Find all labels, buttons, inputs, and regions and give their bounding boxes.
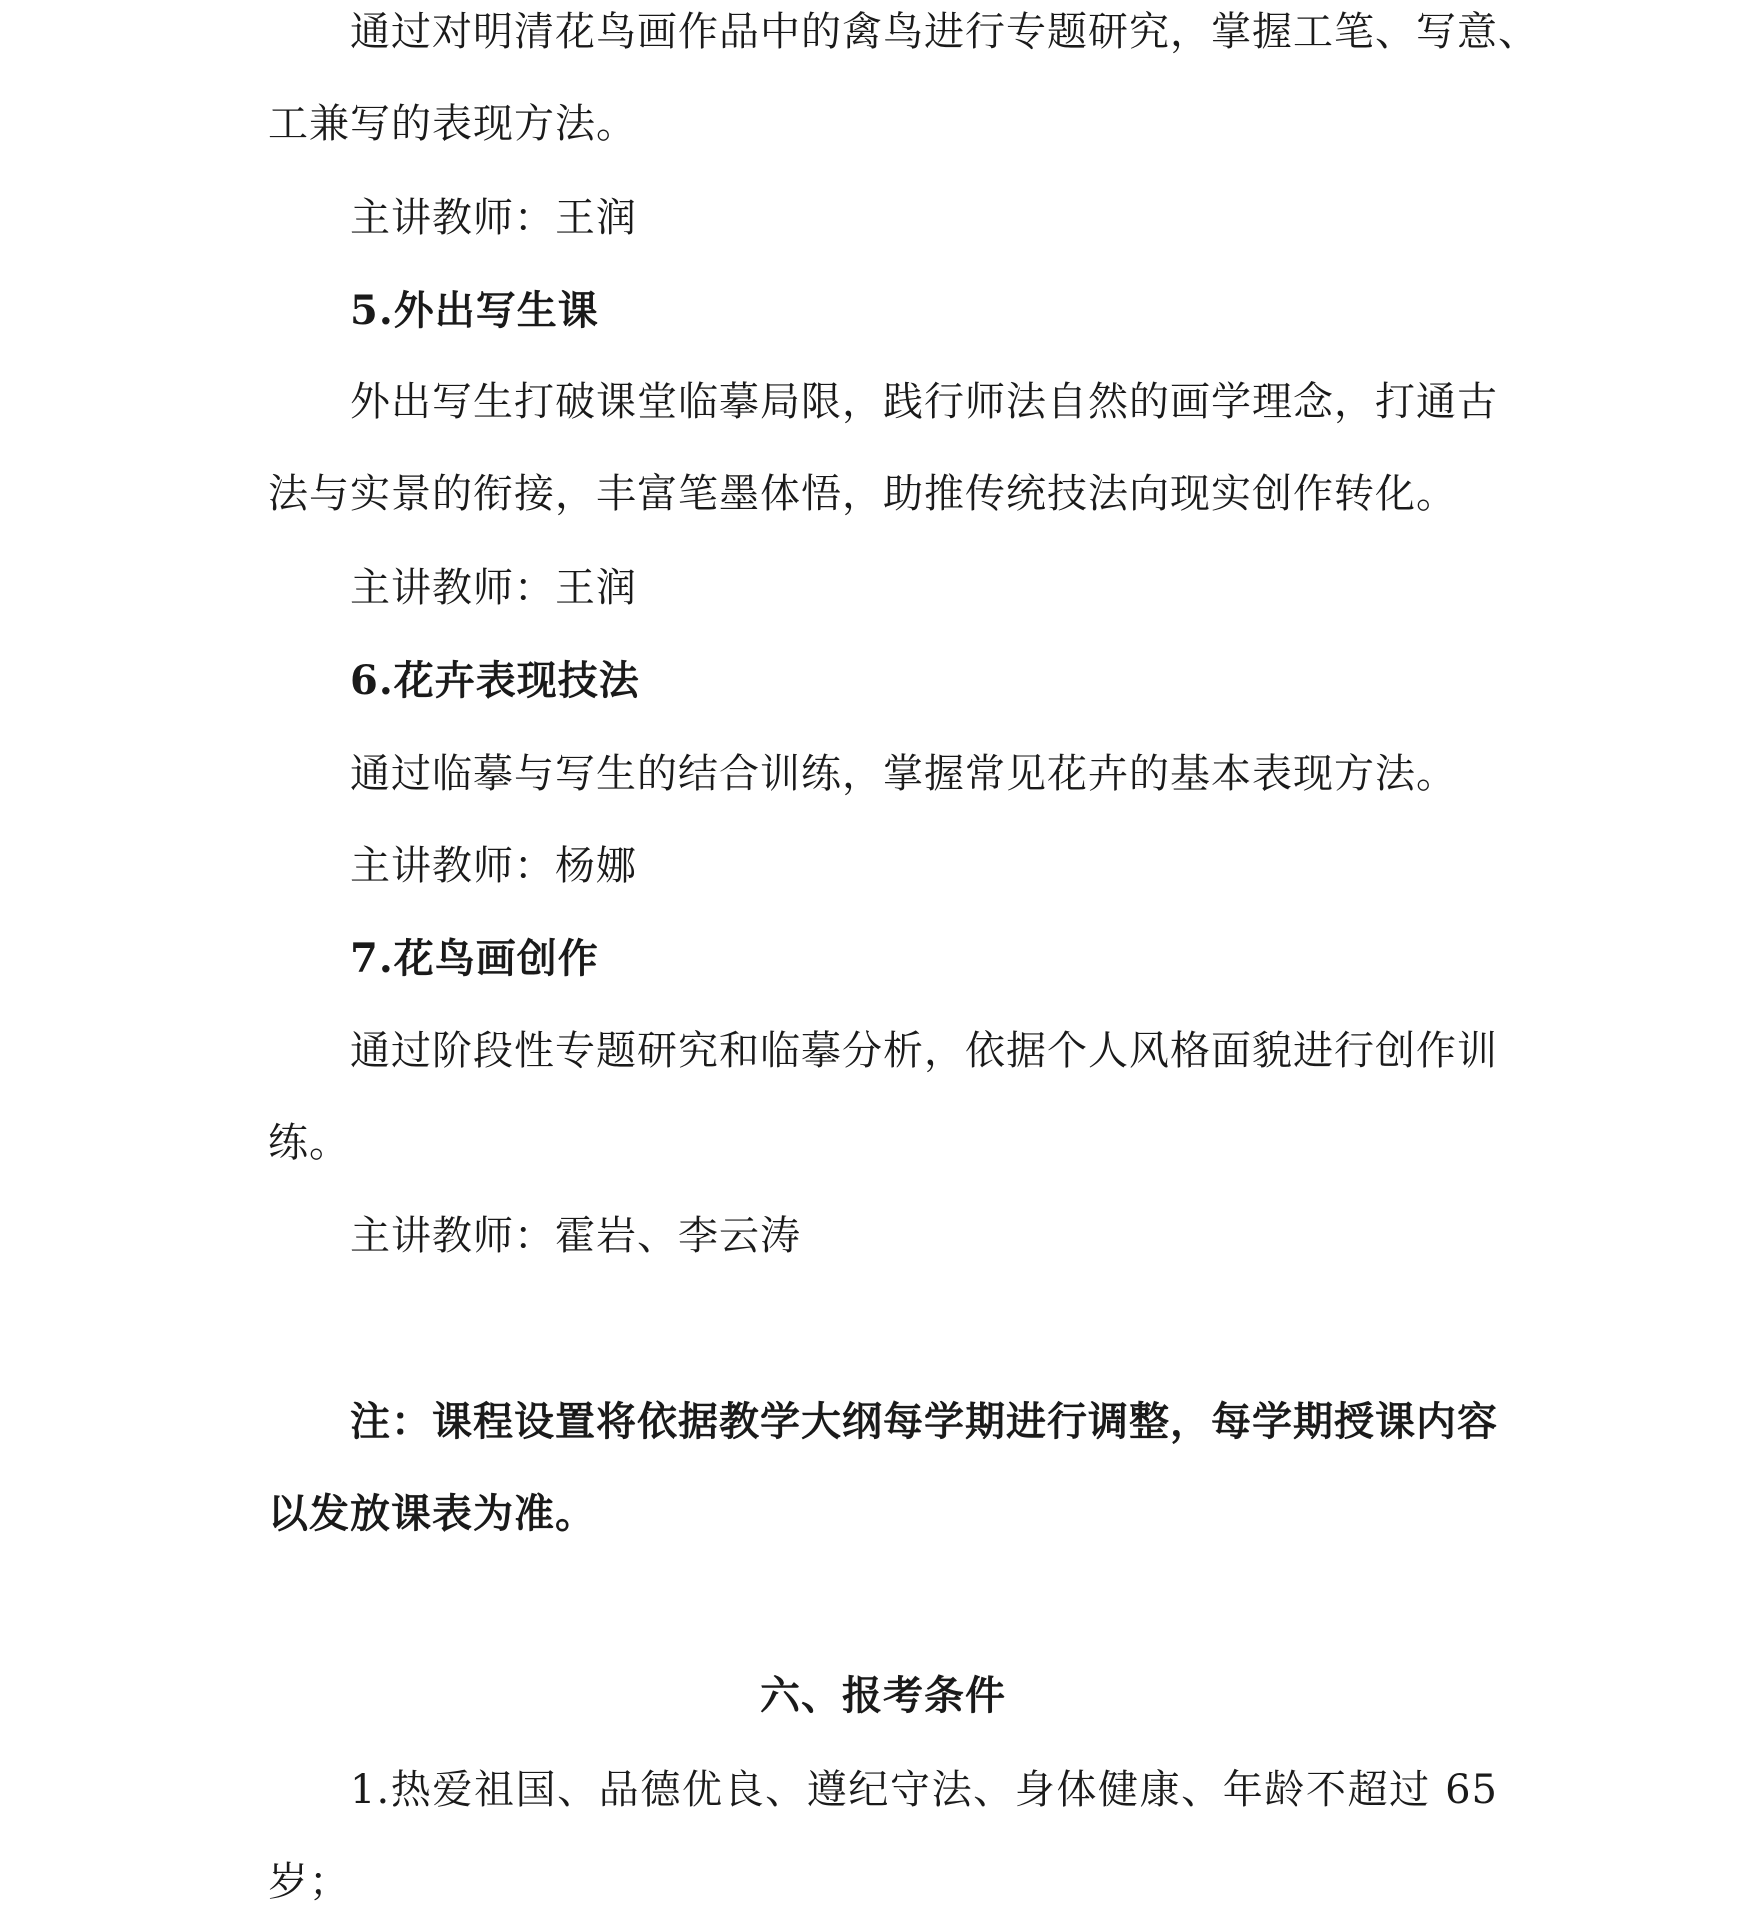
course-heading-5: 5.外出写生课 — [350, 287, 599, 334]
teacher-line-course7: 主讲教师：霍岩、李云涛 — [350, 1213, 801, 1259]
teacher-line-course4: 主讲教师：王润 — [350, 195, 637, 241]
condition-1-line2: 岁； — [268, 1859, 350, 1905]
teacher-line-course6: 主讲教师：杨娜 — [350, 843, 637, 889]
paragraph-creation-line1: 通过阶段性专题研究和临摹分析，依据个人风格面貌进行创作训 — [350, 1028, 1498, 1074]
paragraph-flower-technique: 通过临摹与写生的结合训练，掌握常见花卉的基本表现方法。 — [350, 751, 1457, 797]
paragraph-bird-study-line2: 工兼写的表现方法。 — [268, 101, 637, 147]
course-heading-7: 7.花鸟画创作 — [350, 935, 599, 982]
paragraph-creation-line2: 练。 — [268, 1120, 350, 1166]
paragraph-outdoor-sketch-line2: 法与实景的衔接，丰富笔墨体悟，助推传统技法向现实创作转化。 — [268, 471, 1457, 517]
course-heading-6: 6.花卉表现技法 — [350, 657, 640, 704]
note-line1: 注：课程设置将依据教学大纲每学期进行调整，每学期授课内容 — [350, 1398, 1498, 1445]
condition-1-line1: 1.热爱祖国、品德优良、遵纪守法、身体健康、年龄不超过 65 — [350, 1767, 1498, 1813]
paragraph-outdoor-sketch-line1: 外出写生打破课堂临摹局限，践行师法自然的画学理念，打通古 — [350, 379, 1498, 425]
teacher-line-course5: 主讲教师：王润 — [350, 565, 637, 611]
section-heading-application-conditions: 六、报考条件 — [760, 1672, 1006, 1719]
note-line2: 以发放课表为准。 — [268, 1490, 596, 1537]
paragraph-bird-study-line1: 通过对明清花鸟画作品中的禽鸟进行专题研究，掌握工笔、写意、 — [350, 9, 1539, 55]
